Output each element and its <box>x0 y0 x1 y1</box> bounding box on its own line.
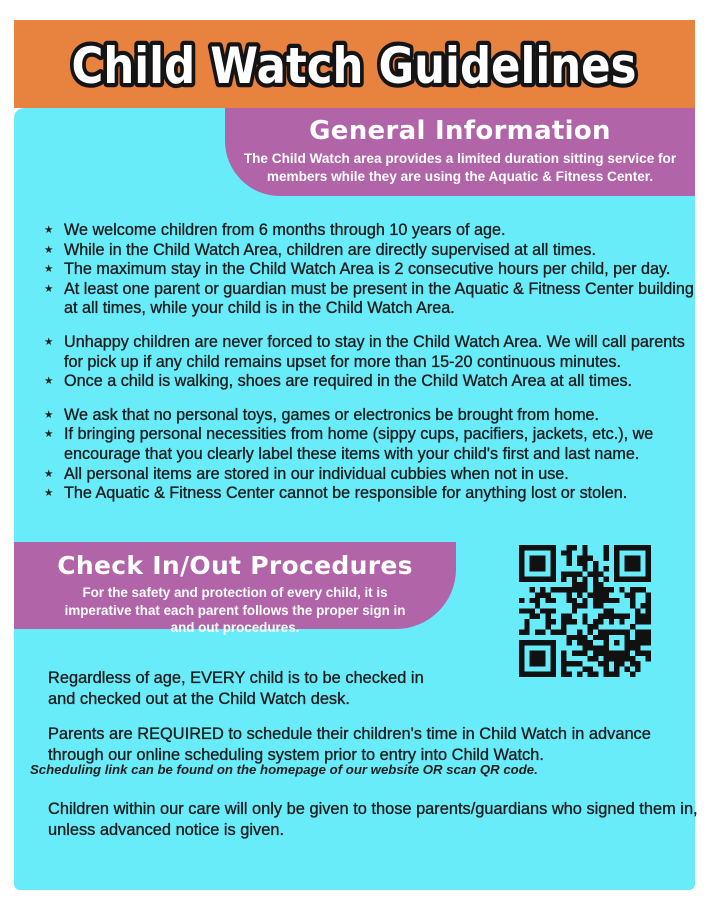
star-bullet-icon: ★ <box>44 487 54 500</box>
bullet-text: We welcome children from 6 months through 10 years of age. <box>64 221 506 239</box>
bullet-item <box>42 280 698 319</box>
check-in-out-section <box>14 542 456 635</box>
bullet-group <box>42 333 698 392</box>
page-title: Child Watch Guidelines <box>71 37 637 95</box>
bullet-item <box>42 406 698 426</box>
bullet-text: While in the Child Watch Area, children are directly supervised at all times. <box>64 240 597 259</box>
star-bullet-icon: ★ <box>44 408 54 421</box>
guidelines-list <box>42 221 698 504</box>
bullet-item <box>42 425 698 464</box>
bullet-text: All personal items are stored in our individual cubbies when not in use. <box>64 464 569 483</box>
bullet-text: Once a child is walking, shoes are required in the Child Watch Area at all times. <box>64 372 633 391</box>
bullet-item <box>42 221 698 241</box>
bullet-text: We ask that no personal toys, games or electronics be brought from home. <box>64 405 600 424</box>
star-bullet-icon: ★ <box>44 224 54 236</box>
star-bullet-icon: ★ <box>44 263 54 276</box>
bullet-text: At least one parent or guardian must be present in the Aquatic & Fitness Center building at all times, while your child is in the Child Watch Area. <box>64 279 694 318</box>
star-bullet-icon: ★ <box>44 243 54 256</box>
bullet-item <box>42 260 698 280</box>
bullet-item <box>42 484 698 504</box>
general-info-heading: General Information <box>309 116 611 146</box>
closing-paragraph: Children within our care will only be given to those parents/guardians who signed them in, unless advanced notice is given. <box>48 800 698 839</box>
star-bullet-icon: ★ <box>44 428 54 441</box>
star-bullet-icon: ★ <box>44 375 54 388</box>
star-bullet-icon: ★ <box>44 282 54 295</box>
general-info-section <box>225 108 695 196</box>
star-bullet-icon: ★ <box>44 335 54 348</box>
header-band <box>14 20 695 108</box>
bullet-group <box>42 221 698 319</box>
scheduling-note: Scheduling link can be found on the homepage of our website OR scan QR code. <box>30 762 538 778</box>
general-info-subtitle: The Child Watch area provides a limited duration sitting service for members while they are using the Aquatic & Fitness Center. <box>243 151 677 184</box>
check-in-out-heading: Check In/Out Procedures <box>57 551 413 580</box>
bullet-text: The Aquatic & Fitness Center cannot be responsible for anything lost or stolen. <box>64 484 628 503</box>
qr-code <box>519 545 651 677</box>
star-bullet-icon: ★ <box>44 467 54 480</box>
page-title-art <box>14 20 695 108</box>
scheduling-paragraph: Parents are REQUIRED to schedule their children's time in Child Watch in advance through our online scheduling system prior to entry into Child Watch. <box>48 725 651 764</box>
bullet-text: If bringing personal necessities from home (sippy cups, pacifiers, jackets, etc.), we encourage that you clearly label these items with your child's first and last name. <box>64 425 654 463</box>
bullet-group <box>42 406 698 504</box>
bullet-item <box>42 333 698 372</box>
bullet-item <box>42 372 698 392</box>
qr-code-art <box>519 545 651 677</box>
bullet-item <box>42 241 698 261</box>
bullet-item <box>42 465 698 485</box>
check-in-out-subtitle: For the safety and protection of every child, it is imperative that each parent follows the proper sign in and out procedures. <box>64 585 406 635</box>
checked-in-paragraph: Regardless of age, EVERY child is to be checked in and checked out at the Child Watch desk. <box>48 669 424 708</box>
bullet-text: The maximum stay in the Child Watch Area is 2 consecutive hours per child, per day. <box>64 260 671 279</box>
content-area <box>14 108 698 890</box>
bullet-text: Unhappy children are never forced to stay in the Child Watch Area. We will call parents for pick up if any child remains upset for more than 15-20 continuous minutes. <box>64 332 685 371</box>
